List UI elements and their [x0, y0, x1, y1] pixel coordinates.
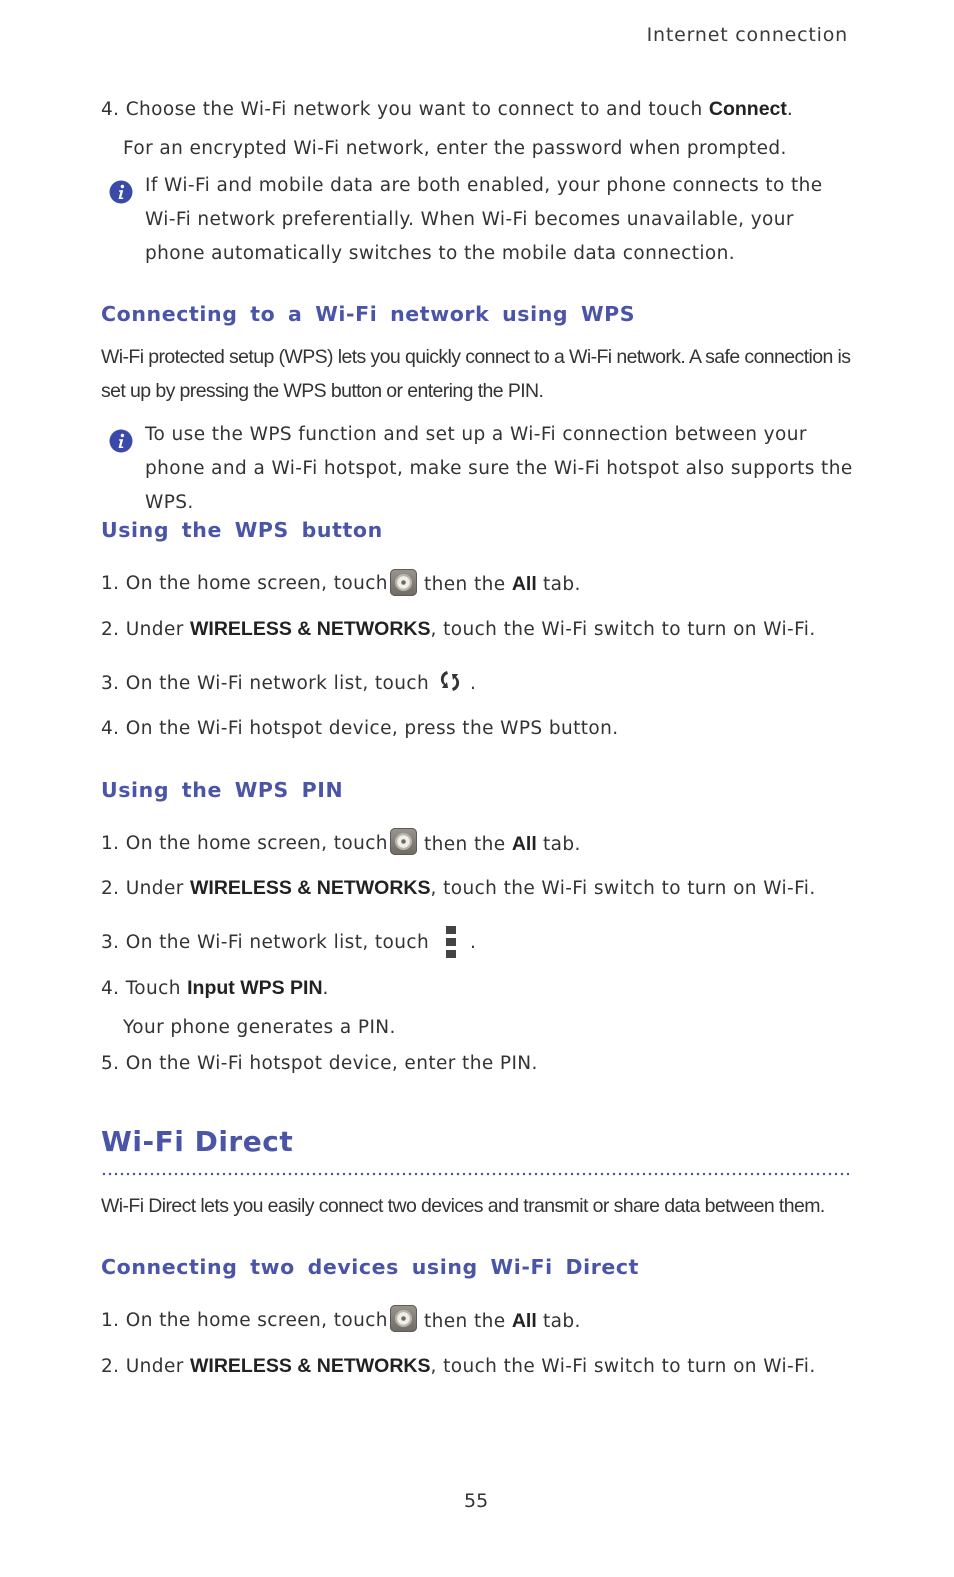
wifi-direct-step-2: 2. Under WIRELESS & NETWORKS, touch the Wi-Fi switch to turn on Wi-Fi.	[101, 1355, 816, 1377]
page-number: 55	[464, 1490, 489, 1512]
wifi-direct-step-1: 1. On the home screen, touch	[101, 1310, 388, 1331]
input-wps-pin-label: Input WPS PIN	[187, 977, 323, 999]
section-heading-wps-button: Using the WPS button	[101, 518, 383, 542]
wps-description: Wi-Fi protected setup (WPS) lets you quickly connect to a Wi-Fi network. A safe connection is set up by pressing the WPS button or entering the PIN.	[101, 346, 851, 402]
wps-pin-step-1-tail: then the All tab.	[424, 833, 581, 855]
wifi-priority-note: If Wi-Fi and mobile data are both enabled, your phone connects to the Wi-Fi network preferentially. When Wi-Fi becomes unavailable, your phone automatically switches to the mobile data connection.	[145, 175, 823, 264]
wps-pin-step-1: 1. On the home screen, touch	[101, 833, 388, 854]
running-header: Internet connection	[646, 24, 848, 46]
settings-icon	[390, 569, 417, 596]
wifi-direct-description: Wi-Fi Direct lets you easily connect two devices and transmit or share data between them.	[101, 1195, 825, 1217]
wps-button-step-3: 3. On the Wi-Fi network list, touch	[101, 673, 430, 694]
wifi-direct-step-1-tail: then the All tab.	[424, 1310, 581, 1332]
settings-icon	[390, 828, 417, 855]
dotted-divider	[101, 1172, 849, 1176]
wps-pin-step-2: 2. Under WIRELESS & NETWORKS, touch the Wi-Fi switch to turn on Wi-Fi.	[101, 877, 816, 899]
section-heading-wps-pin: Using the WPS PIN	[101, 778, 344, 802]
wps-pin-step-3: 3. On the Wi-Fi network list, touch	[101, 932, 430, 953]
step-number: 4.	[101, 99, 120, 120]
wps-button-step-1-tail: then the All tab.	[424, 573, 581, 595]
wps-icon	[437, 668, 463, 694]
section-heading-wifi-direct-connect: Connecting two devices using Wi-Fi Direct	[101, 1255, 640, 1279]
wps-button-step-2: 2. Under WIRELESS & NETWORKS, touch the Wi-Fi switch to turn on Wi-Fi.	[101, 618, 816, 640]
section-title-wifi-direct: Wi-Fi Direct	[101, 1125, 294, 1158]
wps-button-step-3-end: .	[470, 673, 477, 694]
info-icon	[109, 429, 133, 453]
wps-button-step-4: 4. On the Wi-Fi hotspot device, press the WPS button.	[101, 718, 619, 739]
menu-icon	[446, 926, 456, 958]
encrypted-network-note: For an encrypted Wi-Fi network, enter the password when prompted.	[123, 138, 787, 159]
info-icon	[109, 180, 133, 204]
wps-pin-step-4: 4. Touch Input WPS PIN.	[101, 977, 329, 999]
settings-icon	[390, 1305, 417, 1332]
wps-pin-step-5: 5. On the Wi-Fi hotspot device, enter the PIN.	[101, 1053, 538, 1074]
pin-generated-note: Your phone generates a PIN.	[123, 1017, 396, 1038]
step-choose-network: 4. Choose the Wi-Fi network you want to connect to and touch Connect.	[101, 98, 794, 120]
wps-pin-step-3-end: .	[470, 932, 477, 953]
section-heading-wps: Connecting to a Wi-Fi network using WPS	[101, 302, 636, 326]
wps-button-step-1: 1. On the home screen, touch	[101, 573, 388, 594]
connect-label: Connect	[708, 98, 787, 120]
wps-support-note: To use the WPS function and set up a Wi-Fi connection between your phone and a Wi-Fi hotspot, make sure the Wi-Fi hotspot also supports the WPS.	[145, 424, 853, 513]
